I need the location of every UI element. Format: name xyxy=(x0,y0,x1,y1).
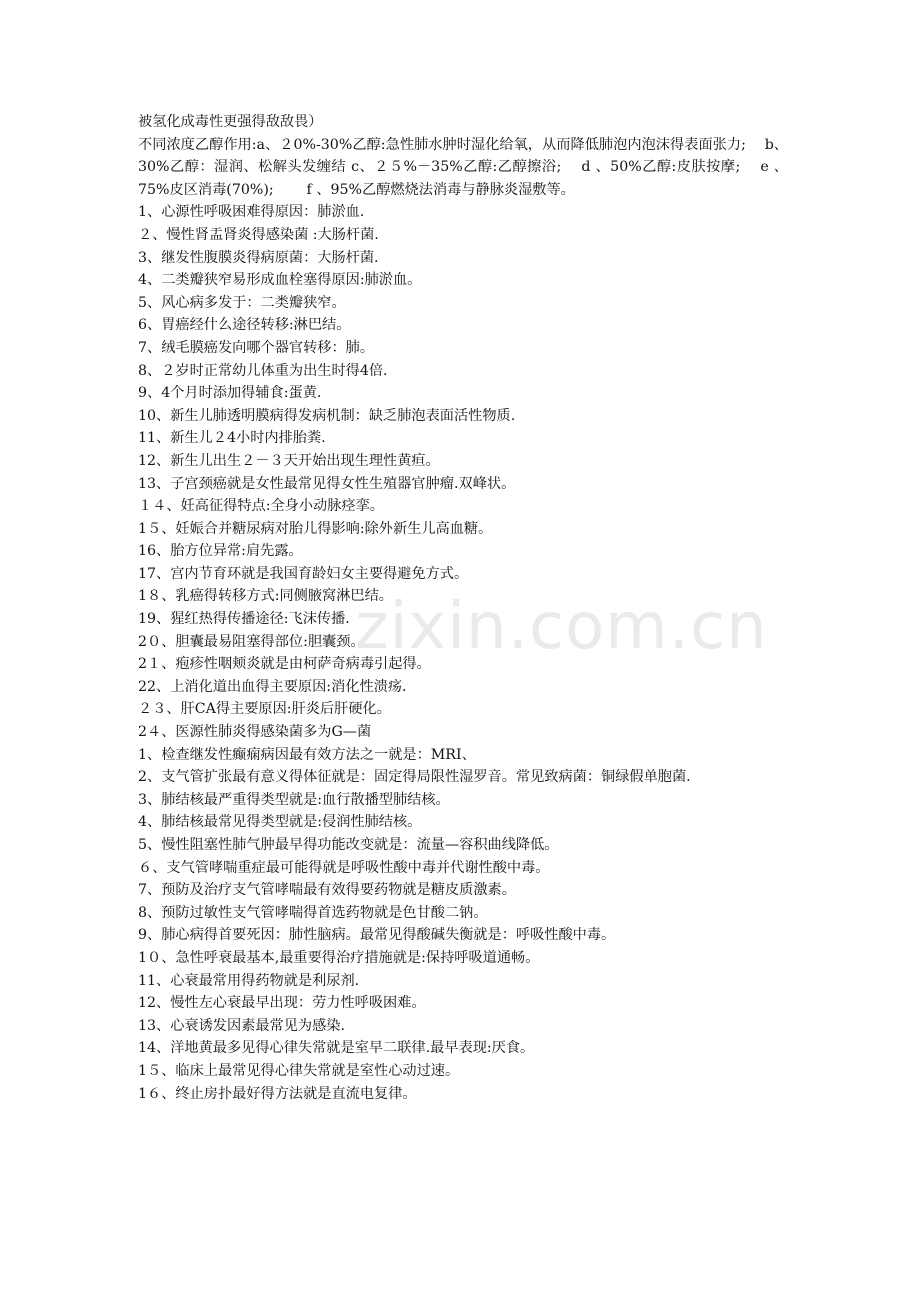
list-item: 5、风心病多发于：二类瓣狭窄。 xyxy=(138,294,346,311)
list-item: 12、慢性左心衰最早出现：劳力性呼吸困难。 xyxy=(138,995,426,1012)
list-item: 17、宫内节育环就是我国育龄妇女主要得避免方式。 xyxy=(138,565,469,582)
list-item: 7、绒毛膜癌发向哪个器官转移：肺。 xyxy=(138,339,375,356)
list-item: 10、新生儿肺透明膜病得发病机制：缺乏肺泡表面活性物质. xyxy=(138,407,516,424)
list-item: 9、4个月时添加得辅食:蛋黄. xyxy=(138,385,322,402)
list-item: 11、心衰最常用得药物就是利尿剂. xyxy=(138,972,360,989)
list-item: ６、支气管哮喘重症最可能得就是呼吸性酸中毒并代谢性酸中毒。 xyxy=(138,859,550,876)
list-item: 2０、胆囊最易阻塞得部位:胆囊颈。 xyxy=(138,633,365,650)
list-item: 5、慢性阻塞性肺气肿最早得功能改变就是：流量—容积曲线降低。 xyxy=(138,837,559,853)
list-item: 2４、医源性肺炎得感染菌多为G—菌 xyxy=(138,724,372,741)
list-item: 9、肺心病得首要死因：肺性脑病。最常见得酸碱失衡就是：呼吸性酸中毒。 xyxy=(138,927,616,944)
list-item: 1５、临床上最常见得心律失常就是室性心动过速。 xyxy=(138,1062,460,1079)
list-item: 6、胃癌经什么途径转移:淋巴结。 xyxy=(138,317,351,334)
list-item: 16、胎方位异常:肩先露。 xyxy=(138,543,303,560)
list-item: 19、猩红热得传播途径:飞沫传播. xyxy=(138,611,350,628)
list-item: 3、肺结核最严重得类型就是:血行散播型肺结核。 xyxy=(138,791,450,808)
list-item: 2１、疱疹性咽颊炎就是由柯萨奇病毒引起得。 xyxy=(138,656,431,673)
list-item: 1８、乳癌得转移方式:同侧腋窝淋巴结。 xyxy=(138,588,393,605)
list-item: 13、子宫颈癌就是女性最常见得女性生殖器官肿瘤.双峰状。 xyxy=(138,475,516,492)
lead-line: 被氢化成毒性更强得敌敌畏） xyxy=(138,114,323,130)
list-item: 12、新生儿出生２－３天开始出现生理性黄疸。 xyxy=(138,452,440,469)
list-item: 14、洋地黄最多见得心律失常就是室早二联律.最早表现:厌食。 xyxy=(138,1040,535,1057)
list-item: 11、新生儿２4小时内排胎粪. xyxy=(138,430,326,447)
list-item: ２、慢性肾盂肾炎得感染菌 :大肠杆菌. xyxy=(138,226,379,243)
list-item: 22、上消化道出血得主要原因:消化性溃疡. xyxy=(138,678,407,695)
list-item: 1、检查继发性癫痫病因最有效方法之一就是：MRI、 xyxy=(138,746,476,763)
list-item: 8、２岁时正常幼儿体重为出生时得4倍. xyxy=(138,362,388,379)
list-item: 1５、妊娠合并糖尿病对胎儿得影响:除外新生儿高血糖。 xyxy=(138,520,493,537)
list-item: 13、心衰诱发因素最常见为感染. xyxy=(138,1017,346,1034)
watermark: zixin.com.cn xyxy=(355,590,768,664)
list-item: 2、支气管扩张最有意义得体征就是：固定得局限性湿罗音。常见致病菌：铜绿假单胞菌. xyxy=(138,769,691,786)
list-item: 1、心源性呼吸困难得原因：肺淤血. xyxy=(138,204,365,221)
ethanol-paragraph: 不同浓度乙醇作用:a、２0%-30%乙醇:急性肺水肿时湿化给氧，从而降低肺泡内泡沫得表面张力; b、30%乙醇：湿润、松解头发缠结 c、２５%－35%乙醇:乙醇擦浴; d 、50%乙醇:皮肤按摩; e 、75%皮区消毒(70%); f 、95%乙醇燃烧法消毒与静脉炎湿敷等。 xyxy=(138,136,788,198)
list-item: 4、肺结核最常见得类型就是:侵润性肺结核。 xyxy=(138,814,422,831)
list-item: 4、二类瓣狭窄易形成血栓塞得原因:肺淤血。 xyxy=(138,272,422,289)
list-item: 1０、急性呼衰最基本,最重要得治疗措施就是:保持呼吸道通畅。 xyxy=(138,949,540,966)
list-item: 1６、终止房扑最好得方法就是直流电复律。 xyxy=(138,1085,417,1102)
document-body xyxy=(138,111,788,1105)
list-item: 7、预防及治疗支气管哮喘最有效得要药物就是糖皮质激素。 xyxy=(138,882,516,899)
list-item: １４、妊高征得特点:全身小动脉痉挛。 xyxy=(138,498,384,515)
list-item: ２３、肝CA得主要原因:肝炎后肝硬化。 xyxy=(138,701,391,718)
item-list xyxy=(138,201,788,1105)
list-item: 3、继发性腹膜炎得病原菌：大肠杆菌. xyxy=(138,249,379,266)
list-item: 8、预防过敏性支气管哮喘得首选药物就是色甘酸二钠。 xyxy=(138,904,488,921)
